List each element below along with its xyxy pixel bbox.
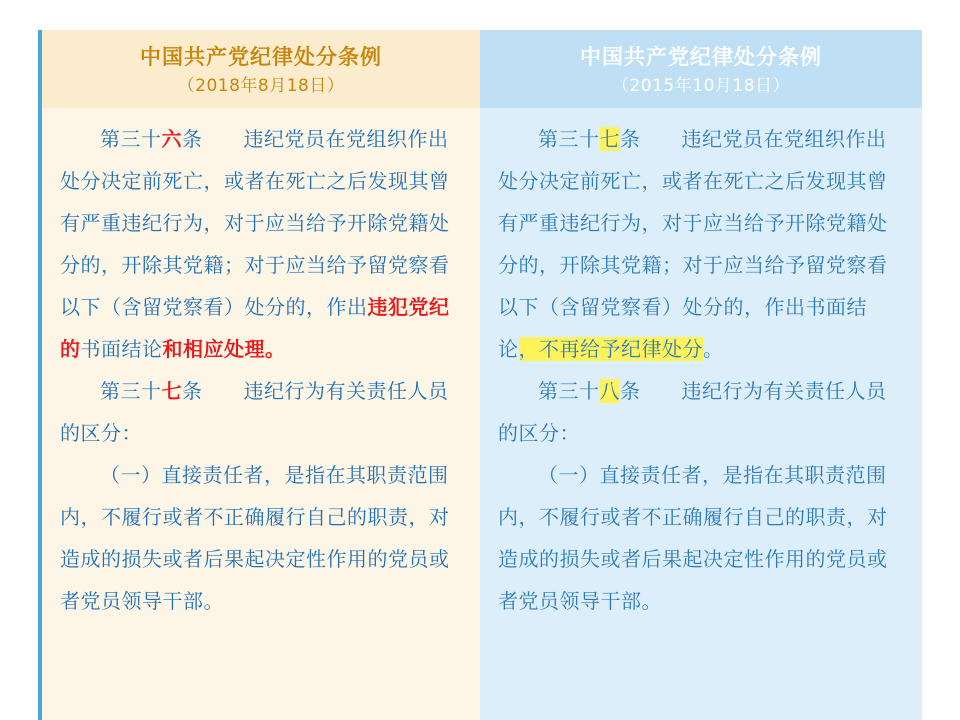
article-37-label-prefix-2015: 第三十 [538,127,600,151]
article-37-item-1-text: （一）直接责任者，是指在其职责范围内，不履行或者不正确履行自己的职责，对造成的损失或者后果起决定性作用的党员或者党员领导干部。 [60,463,450,613]
column-body-2015 [480,108,922,720]
article-37-text-2-2015: 。 [703,337,724,361]
column-body-2018 [42,108,480,720]
column-header-2018 [42,30,480,108]
article-38-item-1-2015 [498,454,900,622]
article-38-number-2015: 八 [599,379,620,403]
article-36-text-2: 书面结论 [80,337,163,361]
regulation-title-2018: 中国共产党纪律处分条例 [140,45,382,69]
article-37-label-suffix: 条 [182,379,203,403]
article-36-label-prefix: 第三十 [100,127,162,151]
article-37-highlight-2015: ，不再给予纪律处分 [518,337,703,361]
article-37-number: 七 [161,379,182,403]
article-37-paragraph [60,370,458,454]
article-37-text-1-2015: 违纪党员在党组织作出处分决定前死亡，或者在死亡之后发现其曾有严重违纪行为，对于应当给予开除党籍处分的，开除其党籍；对于应当给予留党察看以下（含留党察看）处分的，作出书面结论 [498,127,888,361]
column-header-2015 [480,30,922,108]
regulation-title-2015: 中国共产党纪律处分条例 [580,45,822,69]
article-36-highlight-2: 和相应处理。 [162,337,286,361]
article-36-highlight-1: 违犯党纪的 [60,295,450,361]
article-38-item-1-text-2015: （一）直接责任者，是指在其职责范围内，不履行或者不正确履行自己的职责，对造成的损失或者后果起决定性作用的党员或者党员领导干部。 [498,463,888,613]
article-38-label-suffix-2015: 条 [620,379,641,403]
article-36-number: 六 [161,127,182,151]
article-38-paragraph-2015 [498,370,900,454]
article-38-label-prefix-2015: 第三十 [538,379,600,403]
column-2015 [480,30,922,720]
regulation-date-2018: （2018年8月18日） [177,76,345,96]
article-37-text-1: 违纪行为有关责任人员的区分： [60,379,449,445]
article-37-item-1 [60,454,458,622]
two-column-comparison [38,30,922,720]
column-2018 [38,30,480,720]
regulation-date-2015: （2015年10月18日） [611,76,791,96]
article-36-label-suffix: 条 [182,127,203,151]
article-37-label-suffix-2015: 条 [620,127,641,151]
article-36-paragraph [60,118,458,370]
article-37-label-prefix: 第三十 [100,379,162,403]
article-37-paragraph-2015 [498,118,900,370]
article-38-text-1-2015: 违纪行为有关责任人员的区分： [498,379,887,445]
article-36-text-1: 违纪党员在党组织作出处分决定前死亡，或者在死亡之后发现其曾有严重违纪行为，对于应当给予开除党籍处分的，开除其党籍；对于应当给予留党察看以下（含留党察看）处分的，作出 [60,127,450,319]
article-37-number-2015: 七 [599,127,620,151]
